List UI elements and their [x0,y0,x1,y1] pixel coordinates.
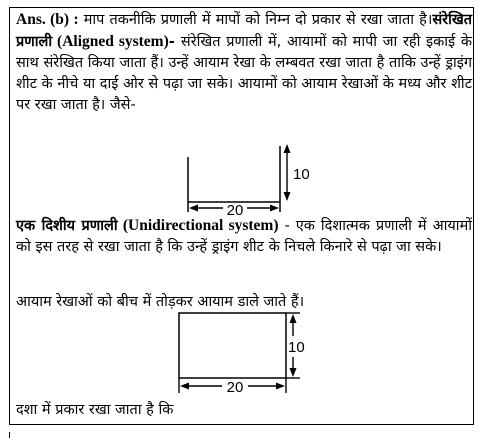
unidirectional-title-hindi: एक दिशीय प्रणाली [16,218,118,234]
unidirectional-height-label: 10 [288,339,305,356]
aligned-dash: - [168,34,181,50]
page-tick-mark [9,432,10,438]
aligned-title-english: (Aligned system) [52,33,169,50]
aligned-width-label: 20 [226,202,244,219]
answer-label: Ans. (b) : [16,11,79,28]
footer-text: दशा में प्रकार रखा जाता है कि [16,402,174,418]
unidirectional-text: - एक दिशात्मक प्रणाली में आयामों को इस तरह से रखा जाता है कि उन्हें ड्राइंग शीट के निचले किनारे से पढ़ा जा सके। [16,218,472,255]
unidirectional-note: आयाम रेखाओं को बीच में तोड़कर आयाम डाले जाते हैं। [16,294,305,310]
aligned-title-hindi: संरेखित प्रणाली [16,12,472,50]
unidirectional-title-english: (Unidirectional system) [117,217,279,234]
intro-text: माप तकनीकि प्रणाली में मापों को निम्न दो प्रकार से रखा जाता है। [78,12,433,28]
unidirectional-width-label: 20 [226,379,244,396]
aligned-text: संरेखित प्रणाली में, आयामों को मापी जा रही इकाई के साथ संरेखित किया जाता हैं। उन्हें आयाम रेखा के लम्बवत रखा जाता है ताकि उन्हें ड्राइंग शीट के नीचे या दाई ओर से पढ़ा जा सके। आयामों को आयाम रेखाओं के मध्य और शीट पर रखा जाता है। जैसे- [16,34,472,113]
aligned-height-label: 10 [293,166,310,183]
